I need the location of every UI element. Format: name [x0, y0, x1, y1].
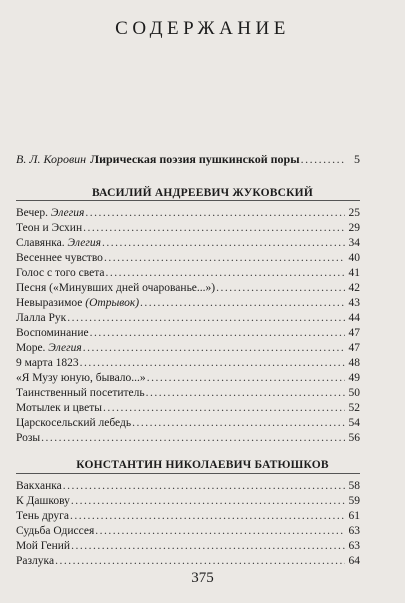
- leader-dots: [106, 266, 346, 281]
- section-rule: [16, 200, 360, 201]
- entry-label: [16, 236, 101, 251]
- entry-page: 61: [348, 510, 360, 522]
- entry-label: [16, 251, 103, 266]
- toc-entry: [16, 479, 360, 494]
- entry-label: [16, 431, 40, 446]
- toc-entry: [16, 236, 360, 251]
- entry-title: Лалла Рук: [16, 312, 67, 324]
- entry-label: [16, 416, 131, 431]
- entry-title: Царскосельский лебедь: [16, 417, 132, 429]
- entry-label: [16, 221, 82, 236]
- entry-page: 59: [348, 495, 360, 507]
- entry-title: Разлука: [16, 555, 55, 567]
- toc-entry: [16, 539, 360, 554]
- toc-entry: [16, 296, 360, 311]
- entry-label: [16, 371, 146, 386]
- entry-label: [16, 311, 66, 326]
- toc-entry: [16, 251, 360, 266]
- entry-label: [16, 479, 62, 494]
- entry-title: Невыразимое: [16, 297, 83, 309]
- entry-title: Славянка.: [16, 237, 65, 249]
- entry-label: [16, 401, 102, 416]
- toc-entry: [16, 509, 360, 524]
- intro-work: Лирическая поэзия пушкинской поры: [90, 152, 300, 166]
- toc-entry: [16, 386, 360, 401]
- entry-page: 63: [348, 540, 360, 552]
- entry-subtitle: (Отрывок): [82, 297, 140, 309]
- entry-page: 41: [348, 267, 360, 279]
- leader-dots: [71, 494, 345, 509]
- leader-dots: [146, 386, 345, 401]
- entry-title: Вечер.: [16, 207, 49, 219]
- section-heading-zhukovsky: ВАСИЛИЙ АНДРЕЕВИЧ ЖУКОВСКИЙ: [92, 187, 313, 199]
- entry-page: 40: [348, 252, 360, 264]
- leader-dots: [90, 326, 345, 341]
- entry-page: 50: [348, 387, 360, 399]
- entry-title: Весеннее чувство: [16, 252, 103, 264]
- leader-dots: [103, 401, 345, 416]
- entry-page: 48: [348, 357, 360, 369]
- toc-entry: [16, 326, 360, 341]
- toc-entry: [16, 416, 360, 431]
- entry-page: 43: [348, 297, 360, 309]
- leader-dots: [71, 539, 345, 554]
- intro-page: 5: [354, 152, 360, 166]
- entry-label: [16, 356, 79, 371]
- leader-dots: [140, 296, 345, 311]
- toc-entry: [16, 341, 360, 356]
- toc-entry: [16, 206, 360, 221]
- toc-entry: [16, 311, 360, 326]
- toc-entry: [16, 356, 360, 371]
- entry-title: «Я Музу юную, бывало...»: [16, 372, 146, 384]
- entry-title: Теон и Эсхин: [16, 222, 83, 234]
- entry-label: [16, 554, 54, 569]
- toc-entry: [16, 401, 360, 416]
- entry-page: 34: [348, 237, 360, 249]
- leader-dots: [67, 311, 345, 326]
- entry-title: Вакханка: [16, 480, 62, 492]
- leader-dots: [85, 206, 345, 221]
- entry-title: Тень друга: [16, 510, 69, 522]
- toc-entry: [16, 554, 360, 569]
- leader-dots: [63, 479, 345, 494]
- entry-page: 42: [348, 282, 360, 294]
- leader-dots: [80, 356, 345, 371]
- entry-label: [16, 152, 300, 167]
- leader-dots: [147, 371, 345, 386]
- entry-title: Голос с того света: [16, 267, 105, 279]
- leader-dots: [104, 251, 345, 266]
- entry-label: [16, 326, 89, 341]
- leader-dots: [102, 236, 345, 251]
- leader-dots: [132, 416, 345, 431]
- entry-label: [16, 539, 70, 554]
- entry-label: [16, 206, 84, 221]
- leader-dots: [216, 281, 345, 296]
- entry-page: 44: [348, 312, 360, 324]
- entry-page: 25: [348, 207, 360, 219]
- toc-entry: [16, 221, 360, 236]
- section-heading-batyushkov: КОНСТАНТИН НИКОЛАЕВИЧ БАТЮШКОВ: [76, 459, 329, 471]
- entry-label: [16, 386, 145, 401]
- entry-page: 64: [348, 555, 360, 567]
- entry-label: [16, 266, 105, 281]
- entry-label: [16, 494, 70, 509]
- entry-page: 56: [348, 432, 360, 444]
- entry-page: 47: [348, 342, 360, 354]
- leader-dots: [41, 431, 345, 446]
- entry-page: 49: [348, 372, 360, 384]
- page-number: 375: [191, 570, 214, 586]
- entry-subtitle: Элегия: [45, 342, 82, 354]
- leader-dots: [301, 152, 345, 167]
- entry-title: Мотылек и цветы: [16, 402, 102, 414]
- entry-title: 9 марта 1823: [16, 357, 79, 369]
- entry-page: 29: [348, 222, 360, 234]
- entry-label: [16, 296, 139, 311]
- leader-dots: [83, 221, 345, 236]
- entry-page: 52: [348, 402, 360, 414]
- entry-label: [16, 281, 215, 296]
- page-title: СОДЕРЖАНИЕ: [115, 18, 290, 39]
- section-rule: [16, 473, 360, 474]
- entry-label: [16, 524, 94, 539]
- entry-title: Песня («Минувших дней очарованье...»): [16, 282, 216, 294]
- toc-entry: [16, 266, 360, 281]
- toc-entry: [16, 524, 360, 539]
- leader-dots: [95, 524, 345, 539]
- entry-page: 63: [348, 525, 360, 537]
- entry-title: Море.: [16, 342, 46, 354]
- intro-entry: [16, 152, 360, 167]
- toc-entry: [16, 281, 360, 296]
- entry-title: Таинственный посетитель: [16, 387, 145, 399]
- toc-entry: [16, 431, 360, 446]
- leader-dots: [55, 554, 345, 569]
- leader-dots: [70, 509, 345, 524]
- entry-title: К Дашкову: [16, 495, 70, 507]
- entry-page: 54: [348, 417, 360, 429]
- leader-dots: [83, 341, 345, 356]
- intro-author: В. Л. Коровин: [16, 152, 87, 166]
- entry-subtitle: Элегия: [64, 237, 101, 249]
- entry-page: 58: [348, 480, 360, 492]
- toc-entry: [16, 371, 360, 386]
- entry-label: [16, 509, 69, 524]
- entry-title: Судьба Одиссея: [16, 525, 95, 537]
- entry-title: Мой Гений: [16, 540, 71, 552]
- entry-label: [16, 341, 82, 356]
- entry-title: Розы: [16, 432, 41, 444]
- toc-entry: [16, 494, 360, 509]
- entry-subtitle: Элегия: [48, 207, 85, 219]
- entry-title: Воспоминание: [16, 327, 89, 339]
- entry-page: 47: [348, 327, 360, 339]
